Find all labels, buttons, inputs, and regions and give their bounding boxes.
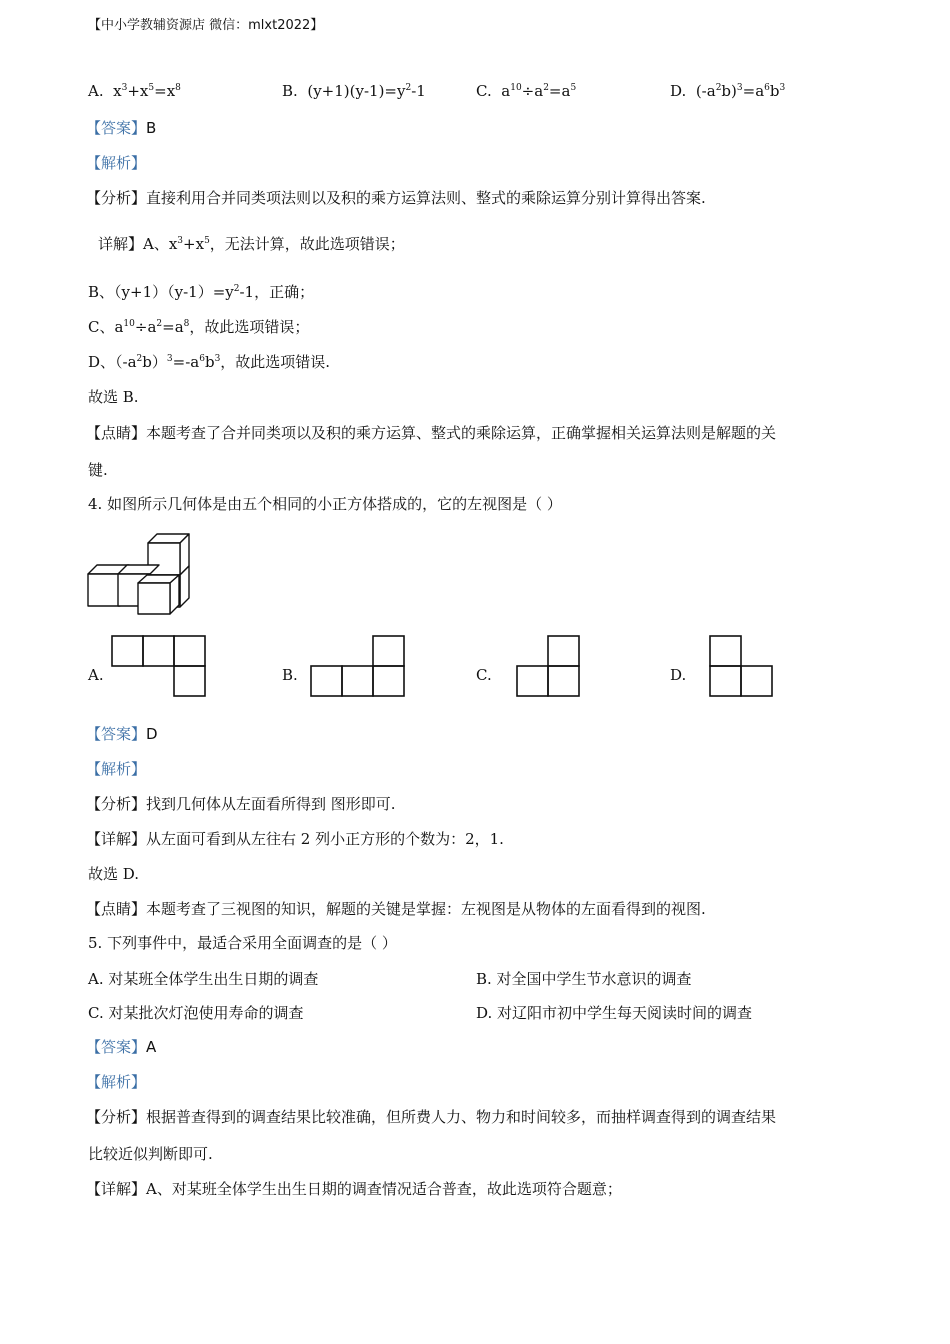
q5-fenxi: 【分析】根据普查得到的调查结果比较准确，但所费人力、物力和时间较多，而抽样调查得到的调查结果 (86, 1108, 777, 1126)
q5-detail: 【详解】A、对某班全体学生出生日期的调查情况适合普查，故此选项符合题意； (86, 1180, 622, 1198)
cube-front-face (138, 583, 170, 614)
q4-option-b-figure (311, 636, 404, 696)
q5-option-b: B. 对全国中学生节水意识的调查 (476, 970, 692, 988)
q3-dianjing: 【点睛】本题考查了合并同类项以及积的乘方运算、整式的乘除运算，正确掌握相关运算法则是解题的关 (86, 424, 777, 442)
q3-answer: 【答案】B (86, 119, 157, 137)
q4-option-c-label: C. (476, 666, 492, 684)
q4-option-d-figure (710, 636, 772, 696)
q5-fenxi-cont: 比较近似判断即可. (88, 1145, 213, 1163)
cube-front-face (88, 574, 120, 606)
q4-question: 4. 如图所示几何体是由五个相同的小正方体搭成的，它的左视图是（ ） (88, 495, 562, 513)
q3-fenxi: 【分析】直接利用合并同类项法则以及积的乘方运算法则、整式的乘除运算分别计算得出答案. (86, 189, 706, 207)
q3-analysis-tag: 【解析】 (86, 154, 147, 172)
q5-option-d: D. 对辽阳市初中学生每天阅读时间的调查 (476, 1004, 753, 1022)
q5-question: 5. 下列事件中，最适合采用全面调查的是（ ） (88, 934, 397, 952)
q4-option-d-label: D. (670, 666, 687, 684)
q3-option-a: A. $x^3+x^5=x^8$ (88, 82, 181, 100)
q5-option-a: A. 对某班全体学生出生日期的调查 (88, 970, 319, 988)
q3-detail-d: D、$(-a^2b)^3=-a^6b^3$，故此选项错误. (88, 353, 331, 371)
option-label: B. (282, 82, 298, 100)
option-label: C. (476, 82, 492, 100)
option-label: A. (88, 82, 104, 100)
q3-detail-c: C、$a^{10}\div a^2=a^8$，故此选项错误； (88, 318, 310, 336)
q3-detail-a: 详解】A、$x^3+x^5$，无法计算，故此选项错误； (98, 235, 405, 253)
q4-answer: 【答案】D (86, 725, 158, 743)
q3-dianjing-cont: 键. (88, 461, 108, 479)
q4-option-a-figure (112, 636, 205, 696)
q4-option-a-label: A. (88, 666, 104, 684)
q5-answer: 【答案】A (86, 1038, 157, 1056)
q4-fenxi: 【分析】找到几何体从左面看所得到 图形即可. (86, 795, 396, 813)
q4-dianjing: 【点睛】本题考查了三视图的知识，解题的关键是掌握：左视图是从物体的左面看得到的视图. (86, 900, 706, 918)
q3-choose: 故选 B. (88, 388, 139, 406)
q5-option-c: C. 对某批次灯泡使用寿命的调查 (88, 1004, 304, 1022)
q4-choose: 故选 D. (88, 865, 140, 883)
q4-analysis-tag: 【解析】 (86, 760, 147, 778)
q4-detail: 【详解】从左面可看到从左往右 2 列小正方形的个数为：2，1. (86, 830, 504, 848)
q3-option-b: B. $(y+1)(y-1)=y^2-1$ (282, 82, 426, 100)
q3-option-c: C. $a^{10}\div a^2=a^5$ (476, 82, 577, 100)
q3-detail-b: B、$(y+1)(y-1)=y^2-1$，正确； (88, 283, 315, 301)
q3-option-d: D. $(-a^2b)^3=a^6b^3$ (670, 82, 786, 100)
header-watermark: 【中小学教辅资源店 微信：mlxt2022】 (88, 18, 324, 33)
q4-option-c-figure (517, 636, 579, 696)
q4-option-b-label: B. (282, 666, 298, 684)
q5-analysis-tag: 【解析】 (86, 1073, 147, 1091)
option-label: D. (670, 82, 687, 100)
